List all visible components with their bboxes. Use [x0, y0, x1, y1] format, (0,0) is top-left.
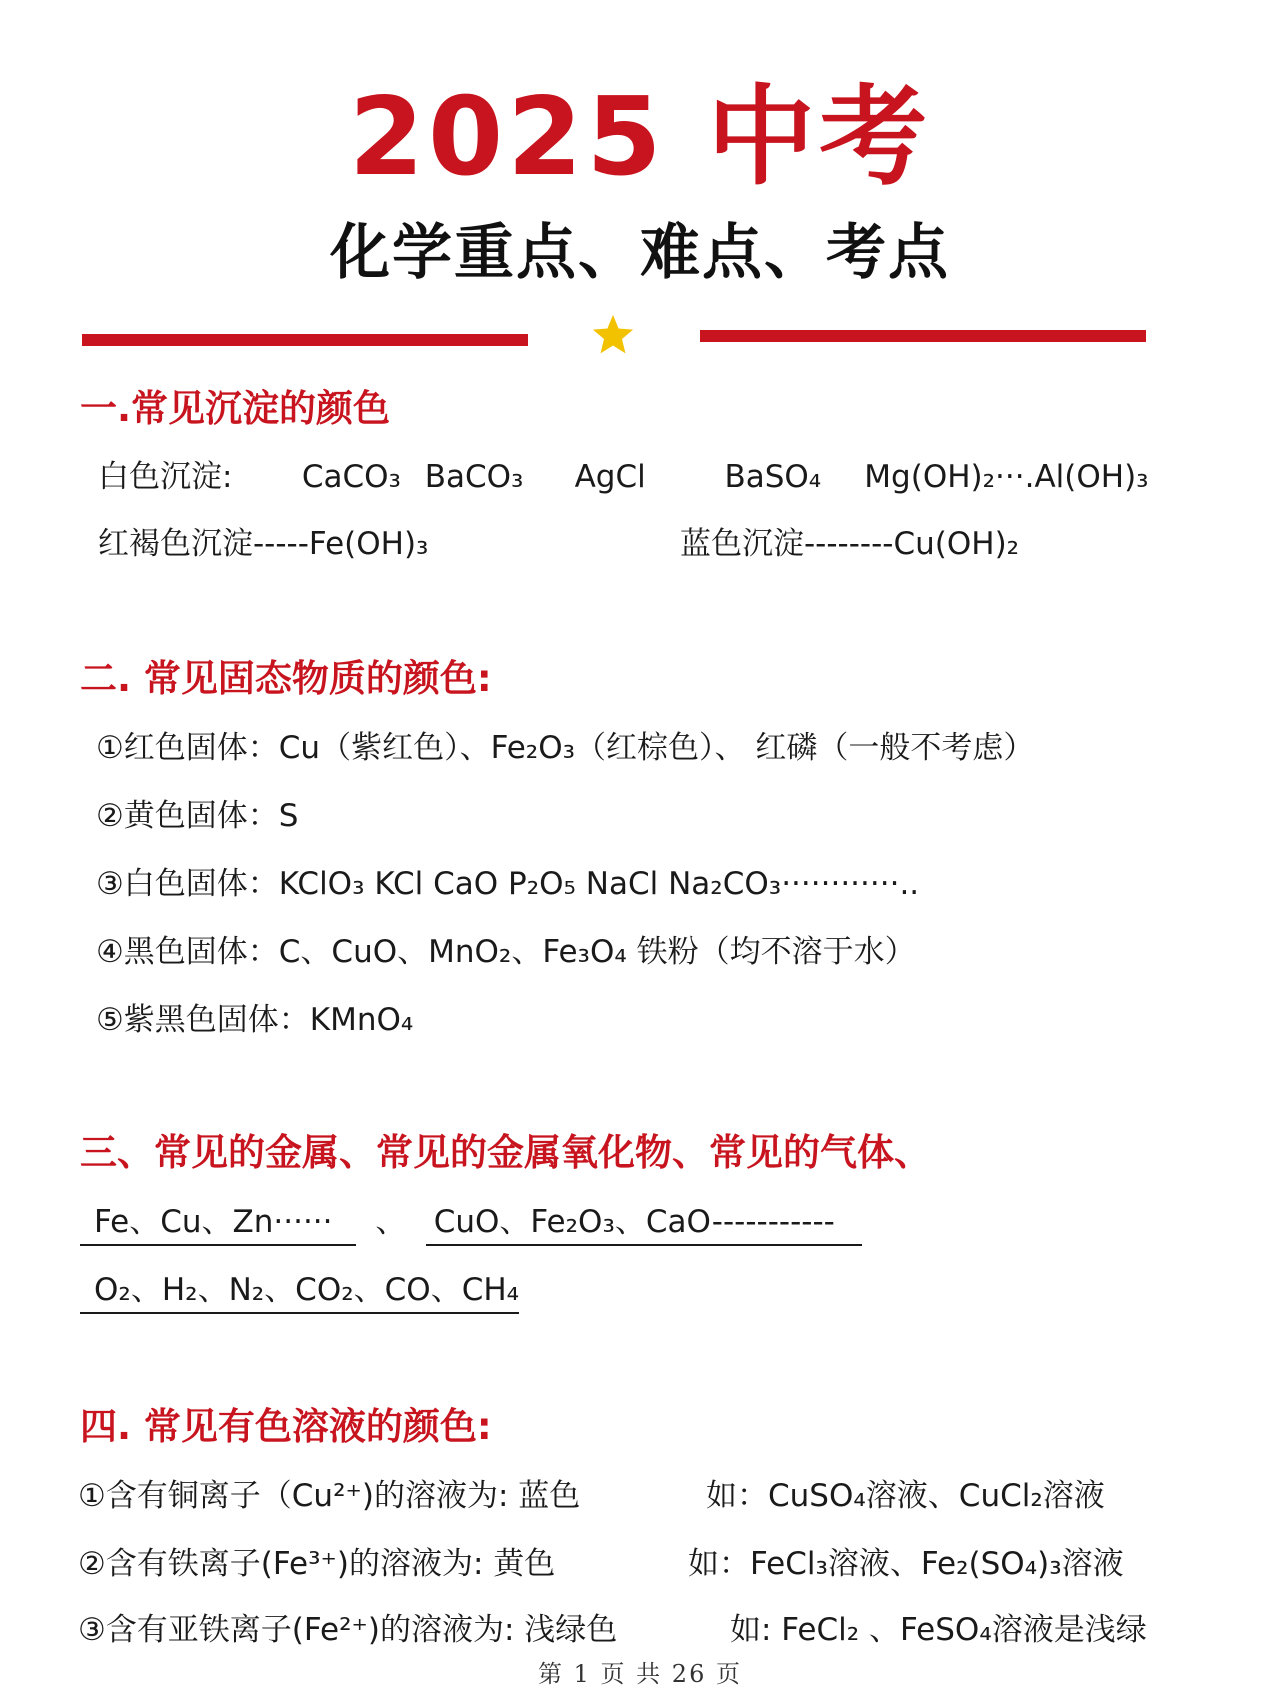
solution-example: 如：CuSO₄溶液、CuCl₂溶液: [706, 1478, 1105, 1514]
formula-baco3: BaCO₃: [424, 459, 524, 495]
solid-color-item: ④黑色固体：C、CuO、MnO₂、Fe₃O₄ 铁粉（均不溶于水）: [96, 934, 916, 970]
subtitle: 化学重点、难点、考点: [330, 218, 950, 288]
solution-color-item: ③含有亚铁离子(Fe²⁺)的溶液为: 浅绿色: [78, 1612, 618, 1648]
solid-color-item: ②黄色固体：S: [96, 798, 299, 834]
common-metal-oxides: CuO、Fe₂O₃、CaO-----------: [426, 1200, 862, 1246]
solution-color-item: ①含有铜离子（Cu²⁺)的溶液为: 蓝色: [78, 1478, 581, 1514]
section-3-title: 三、常见的金属、常见的金属氧化物、常见的气体、: [80, 1131, 931, 1174]
solid-color-item: ①红色固体：Cu（紫红色）、Fe₂O₃（红棕色）、 红磷（一般不考虑）: [96, 730, 1035, 766]
solution-example: 如: FeCl₂ 、FeSO₄溶液是浅绿: [730, 1612, 1147, 1648]
divider-bar-left: [82, 334, 528, 346]
white-precipitate-row: [98, 455, 1149, 499]
main-title: 2025 中考: [348, 75, 932, 200]
formula-agcl: AgCl: [574, 459, 646, 495]
divider-bar-right: [700, 330, 1146, 342]
solid-color-item: ⑤紫黑色固体：KMnO₄: [96, 1002, 414, 1038]
metals-oxides-row: [80, 1200, 862, 1246]
section-2-title: 二. 常见固态物质的颜色:: [80, 657, 492, 700]
star-icon: [590, 312, 636, 358]
solution-color-item: ②含有铁离子(Fe³⁺)的溶液为: 黄色: [78, 1546, 556, 1582]
white-precipitate-label: 白色沉淀:: [98, 459, 233, 495]
formula-hydroxides: Mg(OH)₂···.Al(OH)₃: [864, 459, 1149, 495]
blue-precipitate: 蓝色沉淀--------Cu(OH)₂: [680, 526, 1020, 562]
list-separator: 、: [375, 1204, 407, 1240]
red-brown-precipitate: 红褐色沉淀-----Fe(OH)₃: [98, 526, 429, 562]
solution-example: 如：FeCl₃溶液、Fe₂(SO₄)₃溶液: [688, 1546, 1124, 1582]
gases-row: [80, 1268, 519, 1314]
common-metals: Fe、Cu、Zn······: [80, 1200, 356, 1246]
formula-caco3: CaCO₃: [301, 459, 401, 495]
section-1-title: 一.常见沉淀的颜色: [80, 387, 391, 430]
section-4-title: 四. 常见有色溶液的颜色:: [80, 1405, 492, 1448]
page-number: 第 1 页 共 26 页: [538, 1660, 742, 1688]
solid-color-item: ③白色固体：KClO₃ KCl CaO P₂O₅ NaCl Na₂CO₃············..: [96, 866, 920, 902]
common-gases: O₂、H₂、N₂、CO₂、CO、CH₄: [80, 1268, 519, 1314]
formula-baso4: BaSO₄: [724, 459, 822, 495]
